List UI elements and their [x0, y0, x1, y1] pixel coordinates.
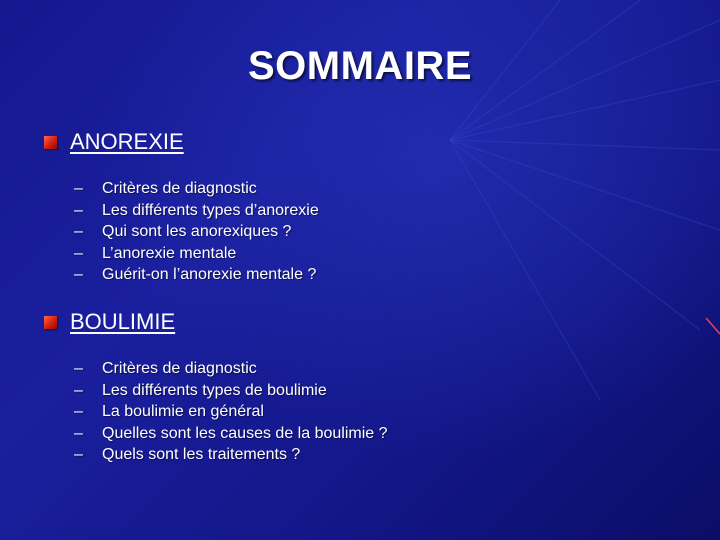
section-header	[44, 306, 388, 338]
list-item	[44, 358, 388, 380]
list-item	[44, 221, 319, 243]
list-item	[44, 423, 388, 445]
accent-stroke	[706, 318, 720, 334]
anorexie-list	[44, 178, 319, 286]
dash-marker: –	[74, 403, 83, 420]
list-item-text: Les différents types d’anorexie	[102, 201, 319, 219]
dash-marker: –	[74, 201, 83, 219]
section-header	[44, 126, 319, 158]
list-item-text: Critères de diagnostic	[102, 360, 257, 377]
dash-marker: –	[74, 424, 83, 442]
dash-marker: –	[74, 381, 83, 399]
dash-marker: –	[74, 266, 83, 283]
list-item	[44, 200, 319, 222]
list-item	[44, 401, 388, 423]
square-bullet-icon	[44, 136, 57, 149]
list-item	[44, 178, 319, 200]
dash-marker: –	[74, 244, 83, 262]
list-item-text: La boulimie en général	[102, 403, 264, 420]
section-title-anorexie[interactable]: ANOREXIE	[70, 129, 184, 154]
list-item	[44, 444, 388, 466]
section-title-boulimie[interactable]: BOULIMIE	[70, 309, 176, 334]
list-item-text: Guérit-on l’anorexie mentale ?	[102, 266, 317, 283]
list-item	[44, 264, 319, 286]
slide-title: SOMMAIRE	[248, 44, 472, 88]
list-item-text: Qui sont les anorexiques ?	[102, 223, 292, 240]
list-item-text: L’anorexie mentale	[102, 244, 237, 262]
dash-marker: –	[74, 180, 83, 197]
list-item	[44, 243, 319, 265]
list-item	[44, 380, 388, 402]
list-item-text: Quelles sont les causes de la boulimie ?	[102, 424, 388, 442]
square-bullet-icon	[44, 316, 57, 329]
boulimie-list	[44, 358, 388, 466]
list-item-text: Quels sont les traitements ?	[102, 446, 301, 463]
section-anorexie	[44, 126, 319, 286]
dash-marker: –	[74, 446, 83, 463]
list-item-text: Critères de diagnostic	[102, 180, 257, 197]
section-boulimie	[44, 306, 388, 466]
dash-marker: –	[74, 360, 83, 377]
list-item-text: Les différents types de boulimie	[102, 381, 327, 399]
dash-marker: –	[74, 223, 83, 240]
